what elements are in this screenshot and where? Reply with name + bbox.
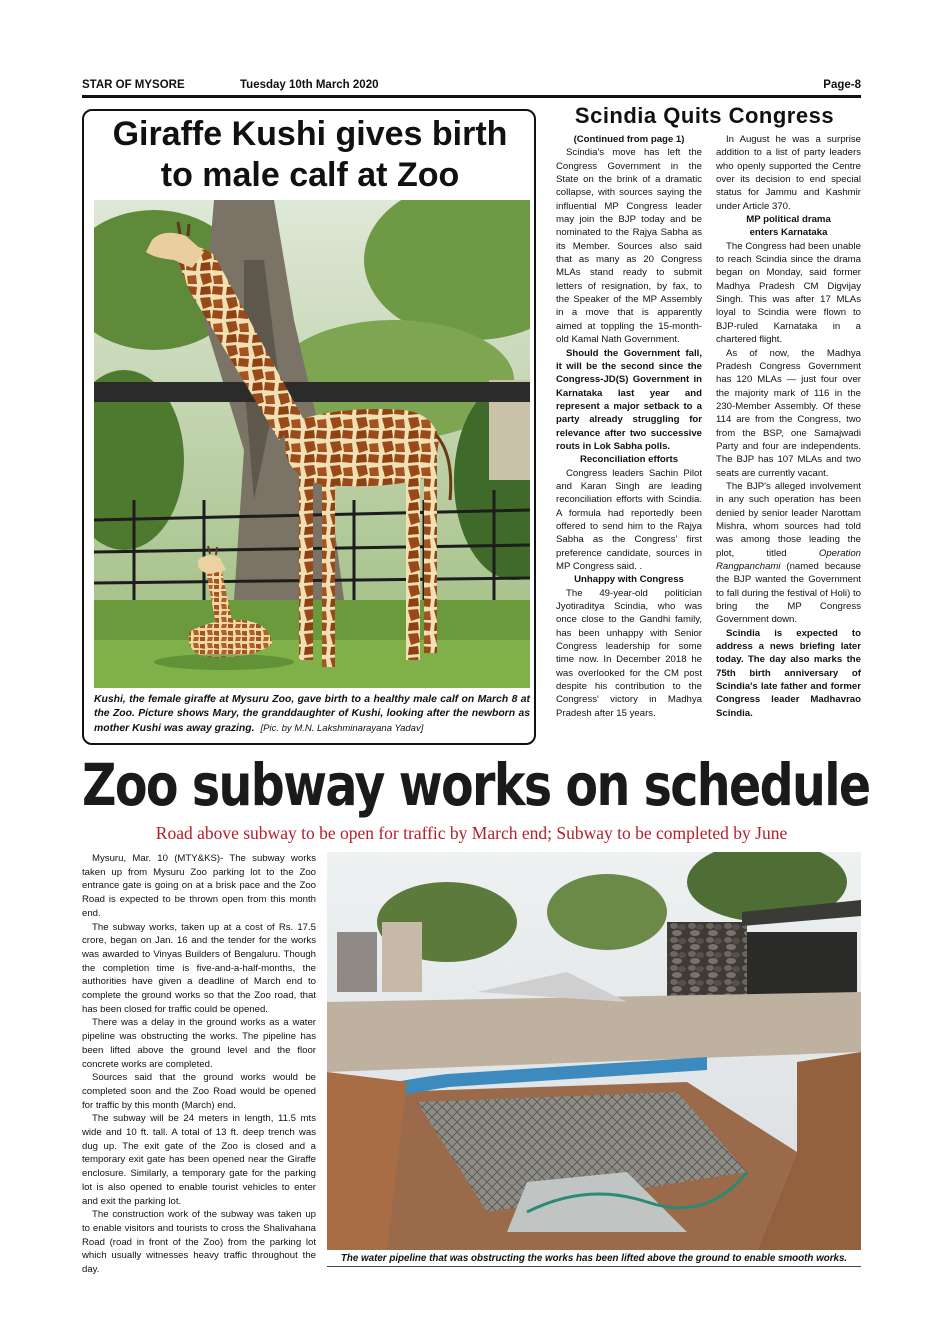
giraffe-headline-line1: Giraffe Kushi gives birth xyxy=(112,115,508,153)
publication-name: STAR OF MYSORE xyxy=(82,79,185,91)
giraffe-headline-line2: to male calf at Zoo xyxy=(160,156,460,194)
issue-date: Tuesday 10th March 2020 xyxy=(240,79,379,91)
giraffe-photo-illustration xyxy=(94,200,530,688)
paragraph: Mysuru, Mar. 10 (MTY&KS)- The subway works taken up from Mysuru Zoo parking lot to the Zoo entrance gate is going on at a brisk pace and the Zoo Road is expected to be thrown open from this month end. xyxy=(82,853,316,919)
paragraph: Sources said that the ground works would be completed soon and the Zoo Road would be opened for traffic by this month (March) end. xyxy=(82,1072,316,1111)
paragraph: There was a delay in the ground works as a water pipeline was obstructing the works. The pipeline has been lifted above the ground level and the floor concrete works are completed. xyxy=(82,1017,316,1070)
giraffe-photo xyxy=(94,200,530,688)
subheading: enters Karnataka xyxy=(749,227,828,239)
paragraph: In August he was a surprise addition to a list of party leaders who openly supported the Centre over its decision to end special status for Jammu and Kashmir under Article 370. xyxy=(716,134,861,212)
paragraph: The construction work of the subway was taken up to enable visitors and tourists to cross the Shalivahana Road (road in front of the Zoo) from the parking lot which usually witnesses heavy traffic throughout the day. xyxy=(82,1209,316,1276)
paragraph: Scindia's move has left the Congress Government in the State on the brink of a dramatic collapse, with sources saying the influential MP Congress leader may join the BJP today and be nominated to the Rajya Sabha as its Member. Sources also said that as many as 20 Congress MLAs stand ready to submit letters of resignation, by fax, to the Speaker of the MP Assembly in a move that is apparently aimed at toppling the 15-month-old Kamal Nath Government. xyxy=(556,147,702,346)
giraffe-caption-text: Kushi, the female giraffe at Mysuru Zoo, gave birth to a healthy male calf on March 8 at the Zoo. Picture shows Mary, the granddaughter of Kushi, looking after the newborn as mother Kushi was away grazing. xyxy=(94,694,530,734)
paragraph: The subway works, taken up at a cost of Rs. 17.5 crore, began on Jan. 16 and the tender for the works was awarded to Vinyas Builders of Bengaluru. Though the completion time is five-and-a-half-months, the authorities have given a deadline of March end to complete the ground works so that the Zoo road, that has been closed for traffic could be opened. xyxy=(82,921,316,1015)
subheading: Reconciliation efforts xyxy=(579,454,679,466)
paragraph: As of now, the Madhya Pradesh Congress Government has 120 MLAs — just four over the majority mark of 116 in the 230-Member Assembly. Of these 114 are from the Congress, two from the BSP, one Samajwadi Party and four are independents. The BJP has 107 MLAs and two seats are currently vacant. xyxy=(716,347,861,479)
subheading: Unhappy with Congress xyxy=(574,574,684,586)
subway-photo-illustration xyxy=(327,852,861,1250)
caption-rule xyxy=(327,1266,861,1267)
operation-name: Operation Rangpanchami xyxy=(716,547,861,572)
paragraph: Congress leaders Sachin Pilot and Karan Singh are leading reconciliation efforts with Scindia. A formula had reportedly been offered to send him to the Rajya Sabha as the Congress' first preference candidate, sources in MP Congress said. . xyxy=(556,467,702,572)
giraffe-headline xyxy=(90,114,530,196)
subheading: MP political drama xyxy=(746,214,831,226)
subway-headline: Zoo subway works on schedule xyxy=(82,751,870,819)
giraffe-photo-caption xyxy=(94,693,530,736)
paragraph: The subway will be 24 meters in length, 11.5 mts wide and 10 ft. tall. A total of 13 ft. deep trench was dug up. The exit gate of the Zoo is closed and a temporary exit gate has been opened near the Giraffe enclosure. Similarly, a temporary gate for the parking lot is also opened to enable tourist vehicles to enter and exit the parking lot. xyxy=(82,1113,316,1207)
subway-photo-caption: The water pipeline that was obstructing the works has been lifted above the ground to enable smooth works. xyxy=(340,1253,848,1264)
paragraph-bold: Scindia is expected to address a news briefing later today. The day also marks the 75th birth anniversary of Scindia's late father and former Congress leader Madhavrao Scindia. xyxy=(716,627,861,719)
scindia-headline: Scindia Quits Congress xyxy=(574,103,835,128)
page-number: Page-8 xyxy=(823,79,861,91)
paragraph: The 49-year-old politician Jyotiraditya Scindia, who was once close to the Gandhi family, has been unhappy with Senior Congress leadership for some time now. In December 2018 he was overlooked for the CM post despite his contribution to the Congress' victory in Madhya Pradesh after 15 years. xyxy=(556,587,702,719)
scindia-column-2 xyxy=(716,133,861,720)
paragraph: The BJP's alleged involvement in any such operation has been denied by senior leader Narottam Mishra, whom sources had told was among those leading the plot, titled Operation Rangpanchami (named because the BJP wanted the Government to fall during the festival of Holi) to bring the MP Congress Government down. xyxy=(716,480,861,626)
paragraph: The Congress had been unable to reach Scindia since the drama began on Monday, said former Madhya Pradesh CM Digvijay Singh. This was after 17 MLAs loyal to Scindia were flown to BJP-ruled Karnataka in a chartered flight. xyxy=(716,240,861,346)
photo-credit: [Pic. by M.N. Lakshminarayana Yadav] xyxy=(260,722,424,734)
subheading: (Continued from page 1) xyxy=(573,134,685,145)
scindia-column-1 xyxy=(556,133,702,720)
paragraph-bold: Should the Government fall, it will be the second since the Congress-JD(S) Government in Karnataka last year and represent a major setback to a party already struggling for relevance after two successive routs in Lok Sabha polls. xyxy=(556,347,702,452)
subway-works-photo xyxy=(327,852,861,1250)
subway-deck: Road above subway to be open for traffic by March end; Subway to be completed by June xyxy=(155,823,788,843)
subway-article-body xyxy=(82,852,316,1277)
masthead-rule xyxy=(82,95,861,98)
